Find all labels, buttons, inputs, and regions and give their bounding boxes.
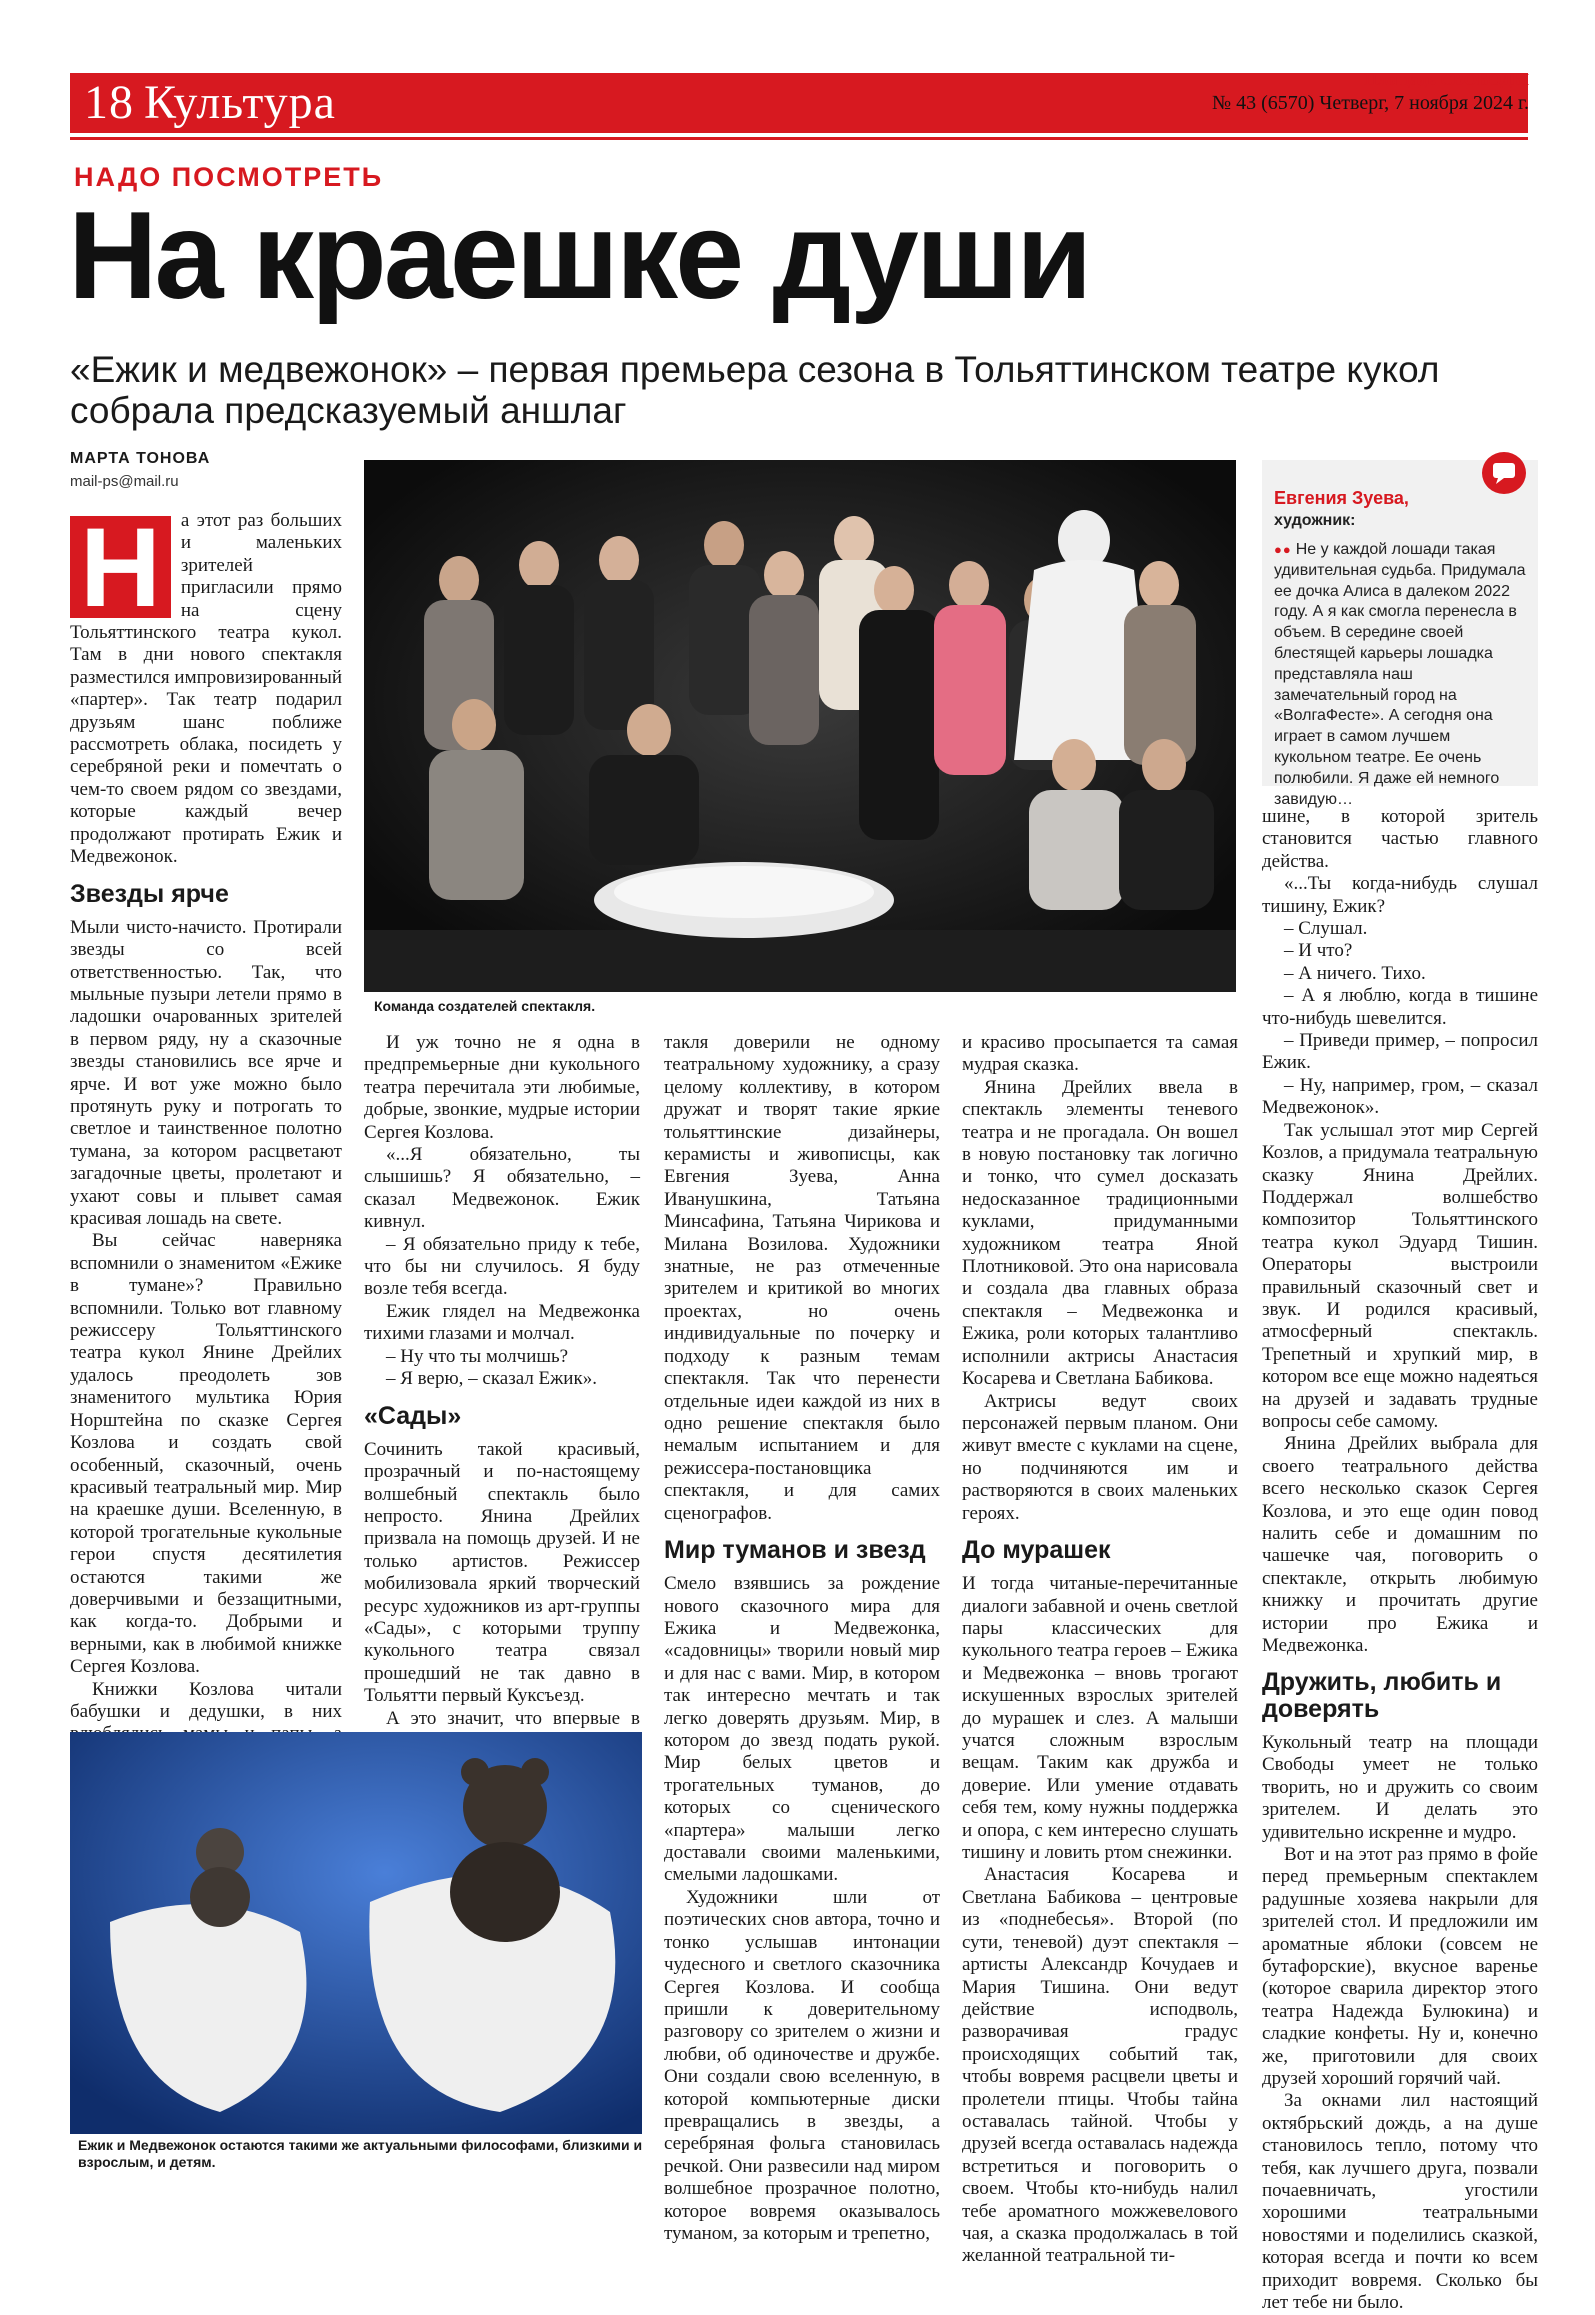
subheading-goosebumps: До мурашек: [962, 1535, 1111, 1564]
column-3: [664, 1032, 940, 2245]
quote-text: [1274, 540, 1530, 810]
header-rule: [70, 137, 1528, 140]
paragraph: Анастасия Косарева и Светлана Бабикова – центровые из «поднебесья». Второй (по сути, теневой) дуэт спектакля – артисты Александр Кочудаев и Мария Тишина. Они ведут действие исподволь, разворачивая градус происходящих событий так, чтобы вовремя расцвели цветы и пролетели птицы. Чтобы тайна оставалась тайной. Чтобы у друзей всегда оставалась надежда встретиться и поговорить о своем. Чтобы кто-нибудь налил тебе ароматного можжевелового чая, а сказка продолжалась в той желанной театральной ти-: [962, 1864, 1238, 2267]
quote-body: Не у каждой лошади такая удивительная судьба. Придумала ее дочка Алиса в далеком 2022 году. А я как смогла перенесла в объем. В середине своей блестящей карьеры лошадка представляла наш замечательный город на «ВолгаФесте». А сегодня она играет в самом лучшем кукольном театре. Ее очень полюбили. Я даже ей немного завидую…: [1274, 541, 1526, 808]
bullet-dots-icon: ●●: [1274, 542, 1292, 557]
issue-date: № 43 (6570) Четверг, 7 ноября 2024 г.: [1211, 92, 1529, 114]
dropcap: Н: [70, 516, 171, 618]
paragraph: Ежик глядел на Медвежонка тихими глазами и молчал.: [364, 1300, 640, 1345]
team-photo-image: [364, 460, 1236, 992]
paragraph: Кукольный театр на площади Свободы умеет не только творить, но и дружить со своим зрителем. И делать это удивительно искренне и мудро.: [1262, 1731, 1538, 1843]
paragraph: И уж точно не я одна в предпремьерные дни кукольного театра перечитала эти любимые, добрые, звонкие, мудрые истории Сергея Козлова.: [364, 1032, 640, 1143]
paragraph: – Приведи пример, – попросил Ежик.: [1262, 1030, 1538, 1074]
paragraph: А это значит, что впервые в: [386, 1707, 640, 1729]
author-name: МАРТА ТОНОВА: [70, 450, 211, 467]
sidebar-quote: [1262, 460, 1538, 808]
team-photo-caption: Команда создателей спектакля.: [374, 998, 596, 1014]
paragraph: И тогда читаные-перечитанные диалоги забавной и очень светлой пары классических для кукольного театра героев – Ежика и Медвежонка – вновь трогают искушенных взрослых зрителей до мурашек и слез. А малыши учатся сложным взрослым вещам. Таким как дружба и доверие. Или умение отдавать себя тем, кому нужны поддержка и опора, с кем интересно слушать тишину и ловить ртом снежинки.: [962, 1573, 1238, 1864]
paragraph: – А я люблю, когда в тишине что-нибудь шевелится.: [1262, 985, 1538, 1029]
paragraph: Актрисы ведут своих персонажей первым планом. Они живут вместе с куклами на сцене, но подчиняются им и растворяются в своих маленьких героях.: [962, 1390, 1238, 1524]
column-2: [364, 1032, 640, 1775]
paragraph: – Я верю, – сказал Ежик».: [386, 1368, 597, 1390]
lead: «Ежик и медвежонок» – первая премьера сезона в Тольяттинском театре кукол собрала предсказуемый аншлаг: [70, 349, 1440, 431]
paragraph: Вы сейчас наверняка вспомнили о знаменитом «Ежике в тумане»? Правильно вспомнили. Только вот главному режиссеру Тольяттинского театра кукол Янине Дрейлих удалось преодолеть зов знаменитого мультика Юрия Норштейна по сказке Сергея Козлова и создать свой особенный, сказочный, очень красивый театральный мир. Мир на краешке души. Вселенную, в которой трогательные кукольные герои спустя десятилетия остаются такими же доверчивыми и беззащитными, как когда-то. Добрыми и верными, как в любимой книжке Сергея Козлова.: [70, 1230, 342, 1678]
paragraph: Смело взявшись за рождение нового сказочного мира для Ежика и Медвежонка, «садовницы» творили новый мир и для нас с вами. Мир, в котором так интересно мечтать и так легко доверять друзьям. Мир, в котором до звезд подать рукой. Мир белых цветов и трогательных туманов, до которых со сценического «партера» малыши легко доставали своими маленькими, смелыми ладошками.: [664, 1573, 940, 1886]
column-5: [1262, 806, 1538, 2315]
paragraph: Вот и на этот раз прямо в фойе перед премьерным спектаклем радушные хозяева накрыли для зрителей стол. И предложили им ароматные яблоки (совсем не бутафорские), вкусное варенье (которое сварила директор этого театра Надежда Булюкина) и сладкие конфеты. Ну и, конечно же, приготовили для своих друзей хороший горячий чай.: [1262, 1843, 1538, 2090]
paragraph: Мыли чисто-начисто. Протирали звезды со всей ответственностью. Так, что мыльные пузыри летели прямо в ладошки очарованных зрителей в первом ряду, ну а сказочные звезды становились все ярче и ярче. И вот уже можно было протянуть руку и потрогать то светлое и таинственное полотно тумана, за котором расцветают загадочные цветы, пролетают и ухают совы и плывет самая красивая лошадь на свете.: [70, 916, 342, 1230]
puppets-photo: [70, 1732, 642, 2134]
paragraph: «...Ты когда-нибудь слушал тишину, Ежик?: [1262, 873, 1538, 917]
paragraph: Янина Дрейлих ввела в спектакль элементы теневого театра и не прогадала. Он вошел в новую постановку так логично и тонко, что сумел досказать недосказанное традиционными куклами, придуманными художником театра Яной Плотниковой. Это она нарисовала и создала два главных образа спектакля – Медвежонка и Ежика, роли которых талантливо исполнили актрисы Анастасия Косарева и Светлана Бабикова.: [962, 1076, 1239, 1390]
paragraph: Художники шли от поэтических снов автора, точно и тонко услышав интонации чудесного и светлого сказочника Сергея Козлова. И сообща пришли к доверительному разговору со зрителем о жизни и любви, об одиночестве и дружбе. Они создали свою вселенную, в которой компьютерные диски превращались в звезды, а серебряная фольга становилась речкой. Они развесили над миром волшебное прозрачное полотно, которое вовремя оказывалось туманом, за которым и трепетно,: [664, 1886, 940, 2244]
paragraph: и красиво просыпается та самая мудрая сказка.: [962, 1032, 1238, 1076]
speech-bubble-icon: [1482, 452, 1526, 494]
rubric: НАДО ПОСМОТРЕТЬ: [74, 162, 384, 192]
paragraph: «...Я обязательно, ты слышишь? Я обязательно, – сказал Медвежонок. Ежик кивнул.: [364, 1144, 640, 1233]
section-name: Культура: [144, 76, 336, 129]
issue-info: [1212, 70, 1529, 115]
paragraph: – Ну что ты молчишь?: [386, 1345, 569, 1367]
paragraph: – Я обязательно приду к тебе, что бы ни случилось. Я буду возле тебя всегда.: [364, 1233, 640, 1300]
paragraph: шине, в которой зритель становится частью главного действа.: [1262, 806, 1538, 872]
author-email[interactable]: mail-ps@mail.ru: [70, 473, 179, 490]
paragraph: За окнами лил настоящий октябрьский дождь, а на душе становилось тепло, потому что тебя, как лучшего друга, позвали почаевничать, угостили хорошими театральными новостями и поделились сказкой, которая всегда и почти ко всем приходит вовремя. Сколько бы лет тебе ни было.: [1262, 2090, 1538, 2314]
subheading-friends: Дружить, любить и доверять: [1262, 1668, 1502, 1723]
subheading-fog: Мир туманов и звезд: [664, 1535, 926, 1564]
paragraph: Книжки Козлова читали бабушки и дедушки, в них: [70, 1678, 342, 1722]
paragraph: – И что?: [1284, 940, 1353, 962]
subheading-stars: Звезды ярче: [70, 879, 229, 908]
paragraph: Янина Дрейлих выбрала для своего театрального действа всего несколько сказок Сергея Козлова, и это еще один повод налить себе и домашним по чашечке чая, поговорить о спектакле, открыть любимую книжку и прочитать другие истории про Ежика и Медвежонка.: [1262, 1433, 1538, 1657]
paragraph: – А ничего. Тихо.: [1284, 962, 1426, 984]
section-title: [84, 75, 336, 130]
puppets-photo-image: [70, 1732, 642, 2134]
headline: На краешке души: [68, 187, 1090, 325]
subheading-gardens: «Сады»: [364, 1401, 462, 1430]
paragraph: Так услышал этот мир Сергей Козлов, а придумала театральную сказку Янина Дрейлих. Поддержал волшебство композитор Тольяттинского театра кукол Эдуард Тишин. Операторы выстроили правильный сказочный свет и звук. И родился красивый, атмосферный спектакль. Трепетный и хрупкий мир, в котором все еще можно надеяться на друзей и задавать трудные вопросы себе самому.: [1262, 1119, 1538, 1432]
quote-role: художник:: [1274, 512, 1356, 529]
page-number: 18: [84, 76, 134, 129]
paragraph: такля доверили не одному театральному художнику, а сразу целому коллективу, в котором дружат и творят такие яркие тольяттинские дизайнеры, керамисты и живописцы, как Евгения Зуева, Анна Иванушкина, Татьяна Минсафина, Татьяна Чирикова и Милана Возилова. Художники знатные, не раз отмеченные зрителем и критикой во многих проектах, но очень индивидуальные по почерку и подходу к разным темам спектакля. Так что перенести отдельные идеи каждой из них в одно решение спектакля было немалым испытанием и для режиссера-постановщика спектакля, и для самих сценографов.: [664, 1032, 940, 1524]
team-photo: [364, 460, 1236, 992]
paragraph: – Слушал.: [1284, 918, 1368, 940]
speech-bubble-glyph: [1482, 452, 1526, 494]
quote-author: Евгения Зуева,: [1274, 488, 1409, 508]
column-1: [70, 505, 343, 1858]
column-4: [962, 1032, 1238, 2268]
paragraph: Сочинить такой красивый, прозрачный и по-настоящему волшебный спектакль было непросто. Янина Дрейлих призвала на помощь друзей. И не только артистов. Режиссер мобилизовала яркий творческий ресурс художников из арт-группы «Сады», с которыми труппу кукольного театра связал прошедший не так давно в Тольятти первый Куксъезд.: [364, 1438, 640, 1707]
paper-name: Площадь СВОБОДЫ: [1364, 70, 1529, 89]
paragraph: – Ну, например, гром, – сказал Медвежонок».: [1262, 1074, 1538, 1119]
paragraph: а этот раз больших и маленьких зрителей пригласили прямо на сцену Тольяттинского театра кукол. Там в дни нового спектакля разместился импровизированный «партер». Так театр подарил друзьям шанс поближе рассмотреть облака, посидеть у серебряной реки и помечтать о чем-то своем рядом со звездами, которые каждый вечер продолжают протирать Ежик и Медвежонок.: [70, 510, 343, 868]
puppets-photo-caption: Ежик и Медвежонок остаются такими же актуальными философами, близкими и взрослым, и детям.: [78, 2137, 643, 2170]
